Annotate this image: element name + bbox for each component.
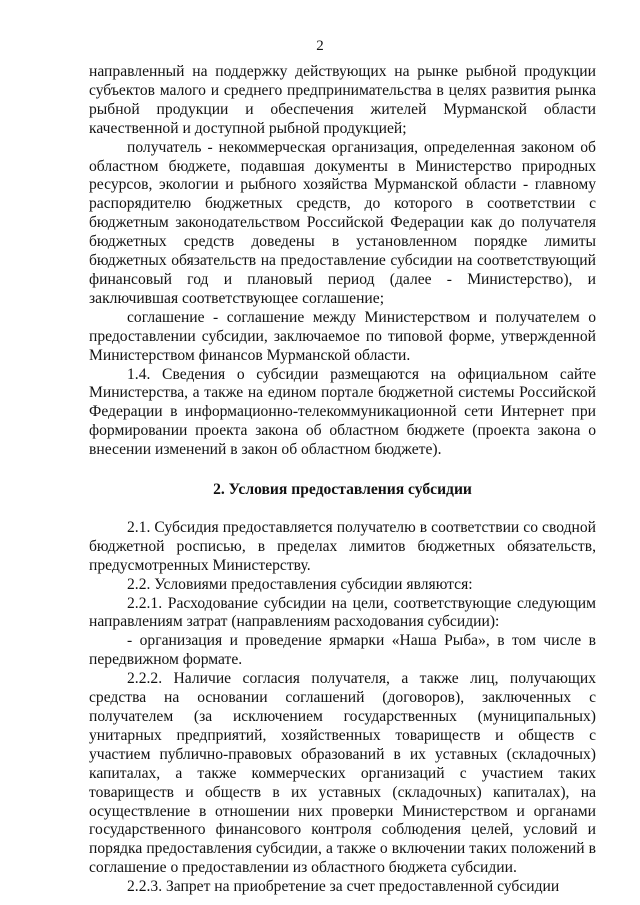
paragraph: соглашение - соглашение между Министерством и получателем о предоставлении субсидии, заключаемое по типовой форме, утвержденной Министерством финансов Мурманской области. <box>89 308 596 364</box>
paragraph: 2.2.1. Расходование субсидии на цели, соответствующие следующим направлениям затрат (направлениям расходования субсидии): <box>89 594 596 631</box>
page-number: 2 <box>316 38 324 54</box>
section-2-body <box>89 519 596 897</box>
paragraph: - организация и проведение ярмарки «Наша Рыба», в том числе в передвижном формате. <box>89 632 596 669</box>
section-heading: 2. Условия предоставления субсидии <box>213 481 472 499</box>
section-1-continuation <box>89 63 596 460</box>
paragraph: направленный на поддержку действующих на рынке рыбной продукции субъектов малого и среднего предпринимательства в целях развития рынка рыбной продукции и обеспечения жителей Мурманской области качественной и доступной рыбной продукцией; <box>89 63 596 137</box>
document-body <box>89 63 596 897</box>
paragraph: 2.2.3. Запрет на приобретение за счет предоставленной субсидии <box>127 878 560 896</box>
paragraph: 1.4. Сведения о субсидии размещаются на официальном сайте Министерства, а также на едином портале бюджетной системы Российской Федерации в информационно-телекоммуникационной сети Интернет при формировании проекта закона об областном бюджете (проекта закона о внесении изменений в закон об областном бюджете). <box>89 365 596 459</box>
paragraph: 2.2. Условиями предоставления субсидии являются: <box>127 575 473 593</box>
paragraph: получатель - некоммерческая организация, определенная законом об областном бюджете, подавшая документы в Министерство природных ресурсов, экологии и рыбного хозяйства Мурманской области - главному распорядителю бюджетных средств, до которого в соответствии с бюджетным законодательством Российской Федерации как до получателя бюджетных средств доведены в установленном порядке лимиты бюджетных обязательств на предоставление субсидии на соответствующий финансовый год и плановый период (далее - Министерство), и заключившая соответствующее соглашение; <box>89 138 596 307</box>
paragraph: 2.2.2. Наличие согласия получателя, а также лиц, получающих средства на основании соглашений (договоров), заключенных с получателем (за исключением государственных (муниципальных) унитарных предприятий, хозяйственных товариществ и обществ с участием публично-правовых образований в их уставных (складочных) капиталах, а также коммерческих организаций с участием таких товариществ и обществ в их уставных (складочных) капиталах), на осуществление в отношении них проверки Министерством и органами государственного финансового контроля соблюдения целей, условий и порядка предоставления субсидии, а также о включении таких положений в соглашение о предоставлении из областного бюджета субсидии. <box>89 670 596 877</box>
paragraph: 2.1. Субсидия предоставляется получателю в соответствии со сводной бюджетной росписью, в пределах лимитов бюджетных обязательств, предусмотренных Министерству. <box>89 518 596 574</box>
